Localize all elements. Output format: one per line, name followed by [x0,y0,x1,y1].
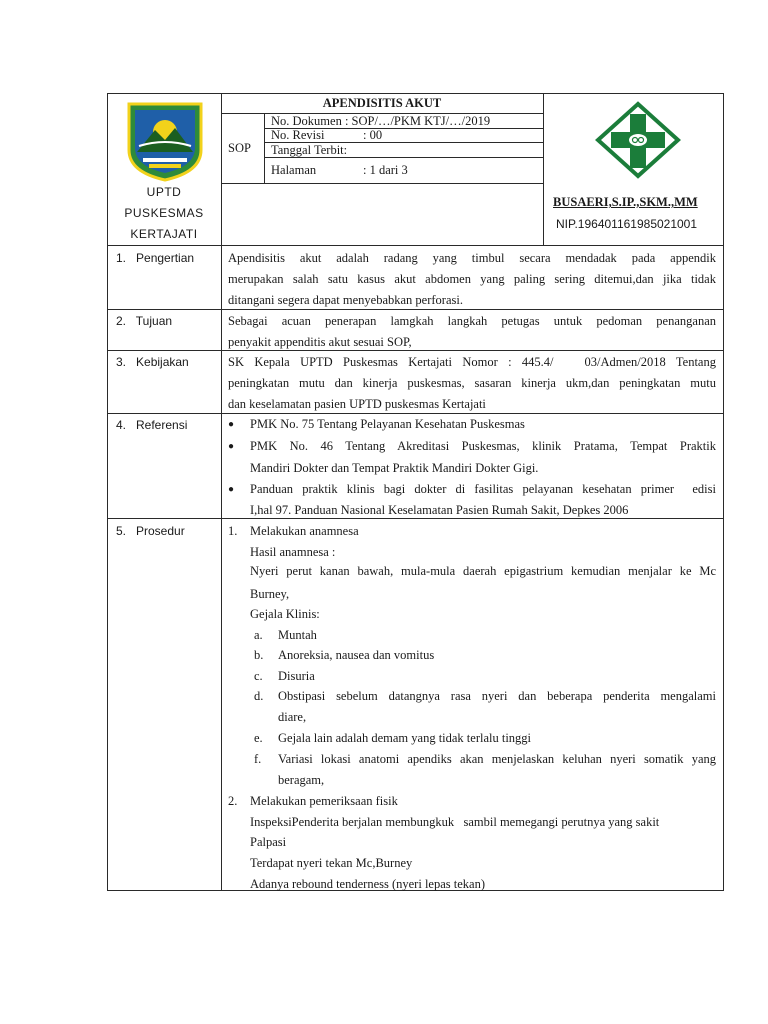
section-label-tujuan: 2. Tujuan [116,314,173,328]
step-1-title: Melakukan anamnesa [250,524,359,538]
gejala-item-d-line-2: diare, [278,710,307,724]
gejala-item-b: Anoreksia, nausea dan vomitus [278,648,435,662]
referensi-item-1: PMK No. 75 Tentang Pelayanan Kesehatan Puskesmas [250,417,525,431]
left-logo [125,100,205,182]
revision-value: : 00 [363,128,383,142]
step-2-number: 2. [228,794,238,808]
signer-name: BUSAERI,S.IP.,SKM.,MM [553,195,698,209]
gejala-item-c: Disuria [278,669,315,683]
section-label-prosedur: 5. Prosedur [116,524,185,538]
gejala-letter-b: b. [254,648,264,662]
tujuan-line-2: penyakit appenditis akut sesuai SOP, [228,335,412,349]
step-1-number: 1. [228,524,238,538]
pengertian-line-1: Apendisitis akut adalah radang yang timbul secara mendadak pada appendik [228,251,716,265]
page-label: Halaman [271,163,317,177]
sop-label: SOP [228,141,251,155]
rebound-text: Adanya rebound tenderness (nyeri lepas tekan) [250,877,485,891]
page-value: : 1 dari 3 [363,163,408,177]
gejala-letter-d: d. [254,689,264,703]
issue-date: Tanggal Terbit: [271,143,348,157]
gejala-letter-c: c. [254,669,263,683]
bullet-icon: ● [228,484,235,495]
gejala-item-a: Muntah [278,628,317,642]
gejala-klinis: Gejala Klinis: [250,607,320,621]
nyeri-line-1: Nyeri perut kanan bawah, mula-mula daerah epigastrium kemudian menjalar ke Mc [250,564,716,578]
gejala-letter-a: a. [254,628,263,642]
right-logo [592,100,684,182]
bullet-icon: ● [228,419,235,430]
doc-number: No. Dokumen : SOP/…/PKM KTJ/…/2019 [271,114,491,128]
signer-nip: NIP.196401161985021001 [556,217,698,231]
org-line-2: PUSKESMAS [124,206,204,220]
org-name [107,182,221,245]
section-label-referensi: 4. Referensi [116,418,188,432]
referensi-item-2-line-2: Mandiri Dokter dan Tempat Praktik Mandiri Dokter Gigi. [250,461,539,475]
inspeksi-text: InspeksiPenderita berjalan membungkuk sambil memegangi perutnya yang sakit [250,815,660,829]
terdapat-text: Terdapat nyeri tekan Mc,Burney [250,856,413,870]
puskesmas-cross-icon [592,100,684,182]
tujuan-line-1: Sebagai acuan penerapan lamgkah langkah petugas untuk pedoman penanganan [228,314,716,328]
gejala-item-f-line-1: Variasi lokasi anatomi apendiks akan menjelaskan keluhan nyeri somatik yang [278,752,716,766]
gejala-letter-e: e. [254,731,263,745]
pengertian-line-3: ditangani segera dapat menyebabkan perforasi. [228,293,463,307]
gejala-item-f-line-2: beragam, [278,773,325,787]
revision-label: No. Revisi [271,128,325,142]
section-label-kebijakan: 3. Kebijakan [116,355,189,369]
gejala-item-d-line-1: Obstipasi sebelum datangnya rasa nyeri dan beberapa penderita mengalami [278,689,716,703]
referensi-item-3-line-2: I,hal 97. Panduan Nasional Keselamatan Pasien Rumah Sakit, Depkes 2006 [250,503,629,517]
bullet-icon: ● [228,441,235,452]
gejala-letter-f: f. [254,752,262,766]
hasil-anamnesa: Hasil anamnesa : [250,545,336,559]
pengertian-line-2: merupakan salah satu kasus akut abdomen yang paling sering ditemui,dan jika tidak [228,272,716,286]
org-line-1: UPTD [146,185,182,199]
referensi-item-3-line-1: Panduan praktik klinis bagi dokter di fasilitas pelayanan kesehatan primer edisi [250,482,716,496]
step-2-title: Melakukan pemeriksaan fisik [250,794,398,808]
referensi-item-2-line-1: PMK No. 46 Tentang Akreditasi Puskesmas, klinik Pratama, Tempat Praktik [250,439,716,453]
gejala-item-e: Gejala lain adalah demam yang tidak terlalu tinggi [278,731,532,745]
regency-emblem-icon [125,100,205,182]
palpasi-text: Palpasi [250,835,287,849]
kebijakan-line-1: SK Kepala UPTD Puskesmas Kertajati Nomor : 445.4/ 03/Admen/2018 Tentang [228,355,716,369]
kebijakan-line-2: peningkatan mutu dan kinerja puskesmas, sasaran kinerja ukm,dan peningkatan mutu [228,376,716,390]
kebijakan-line-3: dan keselamatan pasien UPTD puskesmas Kertajati [228,397,486,411]
org-line-3: KERTAJATI [130,227,198,241]
page-title: APENDISITIS AKUT [322,96,442,110]
nyeri-line-2: Burney, [250,587,290,601]
section-label-pengertian: 1. Pengertian [116,251,195,265]
